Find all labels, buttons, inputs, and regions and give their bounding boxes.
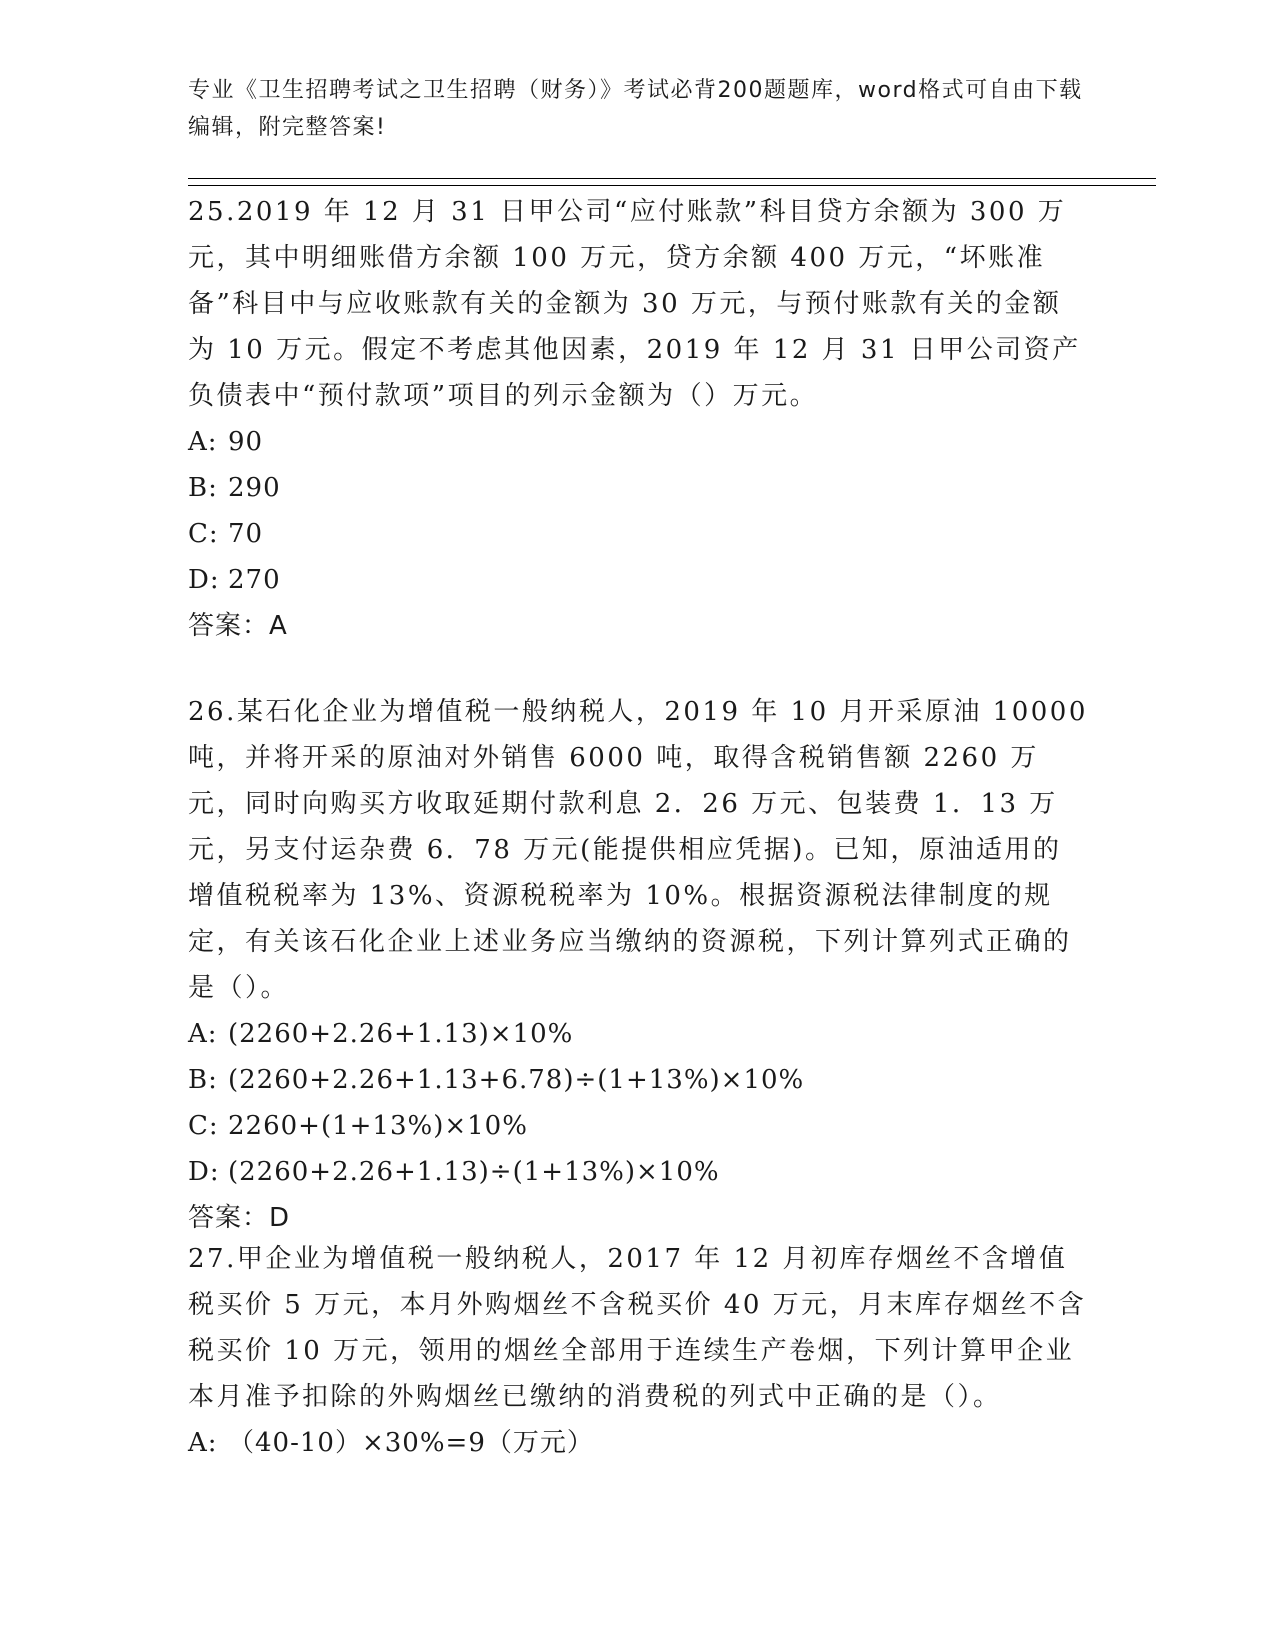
option-a: [188, 419, 1088, 465]
question-26: [188, 689, 1088, 1241]
answer-line: 答案：A: [188, 611, 288, 641]
header-rule-bottom: [188, 185, 1156, 186]
option-letter: D:: [188, 565, 220, 595]
option-letter: A:: [188, 1019, 218, 1049]
option-d: [188, 1149, 1088, 1195]
option-a: [188, 1011, 1088, 1057]
option-text: 70: [228, 519, 264, 549]
option-letter: A:: [188, 427, 218, 457]
question-25: [188, 189, 1088, 649]
answer-line: 答案：D: [188, 1203, 291, 1233]
option-a: [188, 1420, 1088, 1466]
option-c: [188, 511, 1088, 557]
option-letter: A:: [188, 1428, 218, 1458]
option-d: [188, 557, 1088, 603]
option-b: [188, 465, 1088, 511]
option-letter: B:: [188, 1065, 218, 1095]
option-letter: D:: [188, 1157, 220, 1187]
option-letter: C:: [188, 1111, 219, 1141]
header-rule-top: [188, 178, 1156, 179]
question-27: [188, 1236, 1088, 1466]
option-text: (2260+2.26+1.13+6.78)÷(1+13%)×10%: [228, 1065, 805, 1095]
option-c: [188, 1103, 1088, 1149]
question-stem: 25.2019 年 12 月 31 日甲公司“应付账款”科目贷方余额为 300 万元，其中明细账借方余额 100 万元，贷方余额 400 万元，“坏账准备”科目中与应收账款有关的金额为 30 万元，与预付账款有关的金额为 10 万元。假定不考虑其他因素，2019 年 12 月 31 日甲公司资产负债表中“预付款项”项目的列示金额为（）万元。: [188, 197, 1081, 411]
option-text: （40-10）×30%=9（万元）: [228, 1428, 594, 1458]
document-header: 专业《卫生招聘考试之卫生招聘（财务）》考试必背200题题库，word格式可自由下载编辑，附完整答案!: [188, 78, 1083, 140]
option-text: (2260+2.26+1.13)÷(1+13%)×10%: [228, 1157, 720, 1187]
question-stem: 26.某石化企业为增值税一般纳税人，2019 年 10 月开采原油 10000 吨，并将开采的原油对外销售 6000 吨，取得含税销售额 2260 万元，同时向购买方收取延期付款利息 2．26 万元、包装费 1．13 万元，另支付运杂费 6．78 万元(能提供相应凭据)。已知，原油适用的增值税税率为 13%、资源税税率为 10%。根据资源税法律制度的规定，有关该石化企业上述业务应当缴纳的资源税，下列计算列式正确的是（）。: [188, 697, 1088, 1003]
option-b: [188, 1057, 1088, 1103]
option-text: (2260+2.26+1.13)×10%: [228, 1019, 574, 1049]
option-text: 290: [228, 473, 281, 503]
question-stem: 27.甲企业为增值税一般纳税人，2017 年 12 月初库存烟丝不含增值税买价 5 万元，本月外购烟丝不含税买价 40 万元，月末库存烟丝不含税买价 10 万元，领用的烟丝全部用于连续生产卷烟，下列计算甲企业本月准予扣除的外购烟丝已缴纳的消费税的列式中正确的是（）。: [188, 1244, 1087, 1412]
option-text: 2260+(1+13%)×10%: [228, 1111, 528, 1141]
option-text: 90: [228, 427, 264, 457]
option-letter: B:: [188, 473, 218, 503]
option-letter: C:: [188, 519, 219, 549]
option-text: 270: [228, 565, 281, 595]
